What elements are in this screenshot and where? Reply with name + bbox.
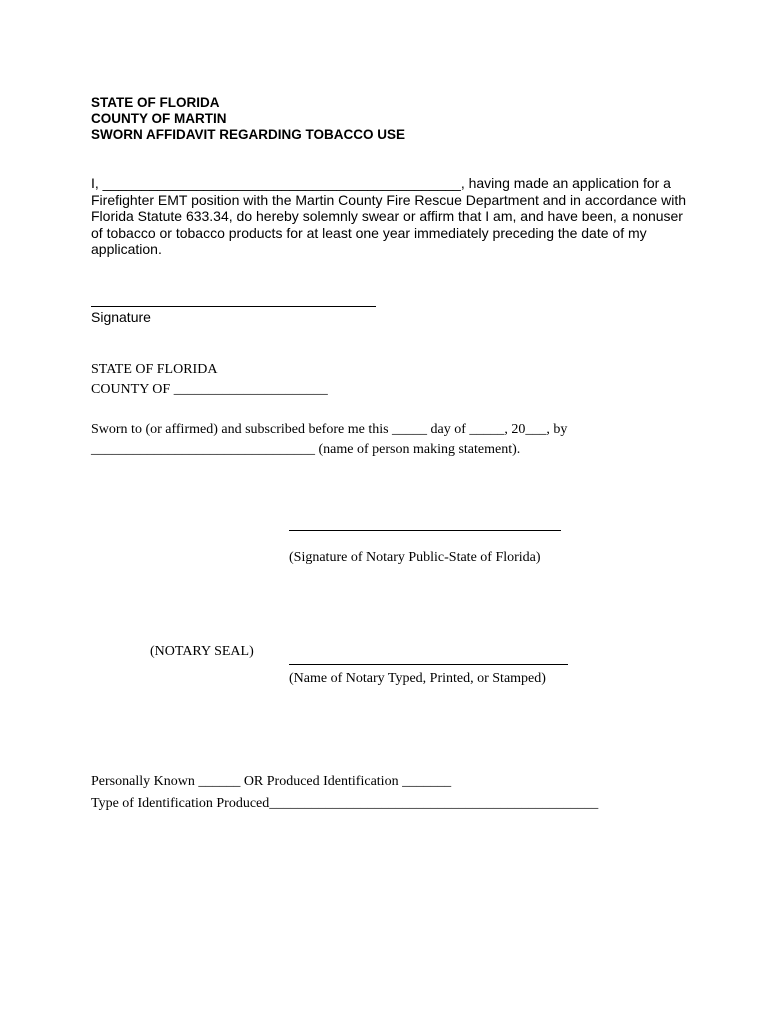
statement-line-2: Firefighter EMT position with the Martin County Fire Rescue Department and in accordance with [91, 191, 687, 208]
signature-label: Signature [91, 309, 151, 325]
notary-name-label: (Name of Notary Typed, Printed, or Stamped) [289, 671, 546, 686]
notary-signature-line[interactable] [289, 530, 561, 531]
statement-line-1: I, ______________________________________________, having made an application for a [91, 175, 671, 191]
statement-line-4: of tobacco or tobacco products for at least one year immediately preceding the date of my [91, 224, 647, 241]
statement-line-5: application. [91, 241, 162, 257]
notary-seal-label: (NOTARY SEAL) [150, 644, 254, 659]
identification-type-line: Type of Identification Produced_______________________________________________ [91, 796, 599, 811]
notary-name-line[interactable] [289, 664, 568, 665]
personally-known-line: Personally Known ______ OR Produced Identification _______ [91, 774, 452, 789]
sworn-statement-line-1: Sworn to (or affirmed) and subscribed before me this _____ day of _____, 20___, by [91, 422, 568, 437]
signature-line[interactable] [91, 306, 376, 307]
notary-county: COUNTY OF ______________________ [91, 382, 328, 397]
heading-county: COUNTY OF MARTIN [91, 111, 227, 126]
notary-signature-label: (Signature of Notary Public-State of Florida) [289, 550, 541, 565]
sworn-statement-line-2: ________________________________ (name of person making statement). [91, 442, 521, 457]
heading-state: STATE OF FLORIDA [91, 95, 220, 110]
notary-state: STATE OF FLORIDA [91, 362, 218, 377]
affidavit-statement [91, 175, 691, 258]
statement-line-3: Florida Statute 633.34, do hereby solemnly swear or affirm that I am, and have been, a nonuser [91, 208, 683, 224]
heading-title: SWORN AFFIDAVIT REGARDING TOBACCO USE [91, 127, 406, 142]
